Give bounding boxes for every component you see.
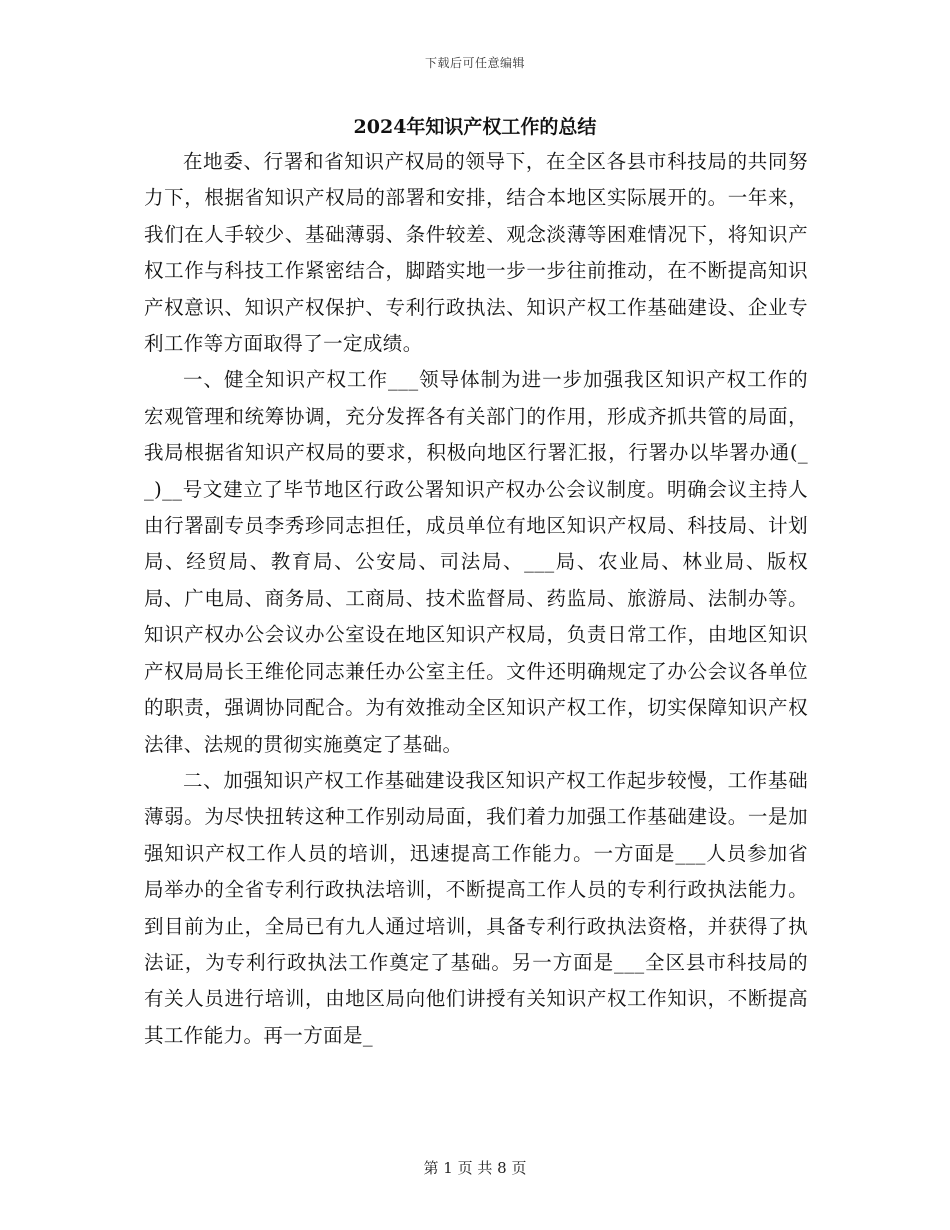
paragraph-intro: 在地委、行署和省知识产权局的领导下，在全区各县市科技局的共同努力下，根据省知识产权局的部署和安排，结合本地区实际展开的。一年来，我们在人手较少、基础薄弱、条件较差、观念淡薄等困难情况下，将知识产权工作与科技工作紧密结合，脚踏实地一步一步往前推动，在不断提高知识产权意识、知识产权保护、专利行政执法、知识产权工作基础建设、企业专利工作等方面取得了一定成绩。 xyxy=(144,150,808,356)
paragraph-section-two: 二、加强知识产权工作基础建设我区知识产权工作起步较慢，工作基础薄弱。为尽快扭转这种工作别动局面，我们着力加强工作基础建设。一是加强知识产权工作人员的培训，迅速提高工作能力。一方面是___人员参加省局举办的全省专利行政执法培训，不断提高工作人员的专利行政执法能力。到目前为止，全局已有九人通过培训，具备专利行政执法资格，并获得了执法证，为专利行政执法工作奠定了基础。另一方面是___全区县市科技局的有关人员进行培训，由地区局向他们讲授有关知识产权工作知识，不断提高其工作能力。再一方面是_ xyxy=(144,768,808,1047)
paragraph-section-one: 一、健全知识产权工作___领导体制为进一步加强我区知识产权工作的宏观管理和统筹协调，充分发挥各有关部门的作用，形成齐抓共管的局面，我局根据省知识产权局的要求，积极向地区行署汇报，行署办以毕署办通(__)__号文建立了毕节地区行政公署知识产权办公会议制度。明确会议主持人由行署副专员李秀珍同志担任，成员单位有地区知识产权局、科技局、计划局、经贸局、教育局、公安局、司法局、___局、农业局、林业局、版权局、广电局、商务局、工商局、技术监督局、药监局、旅游局、法制办等。知识产权办公会议办公室设在地区知识产权局，负责日常工作，由地区知识产权局局长王维伦同志兼任办公室主任。文件还明确规定了办公会议各单位的职责，强调协同配合。为有效推动全区知识产权工作，切实保障知识产权法律、法规的贯彻实施奠定了基础。 xyxy=(144,368,808,756)
document-title: 2024年知识产权工作的总结 xyxy=(353,116,597,138)
page-header-note: 下载后可任意编辑 xyxy=(424,56,525,70)
page-number: 第 1 页 共 8 页 xyxy=(423,1159,527,1177)
document-body xyxy=(144,144,808,1054)
